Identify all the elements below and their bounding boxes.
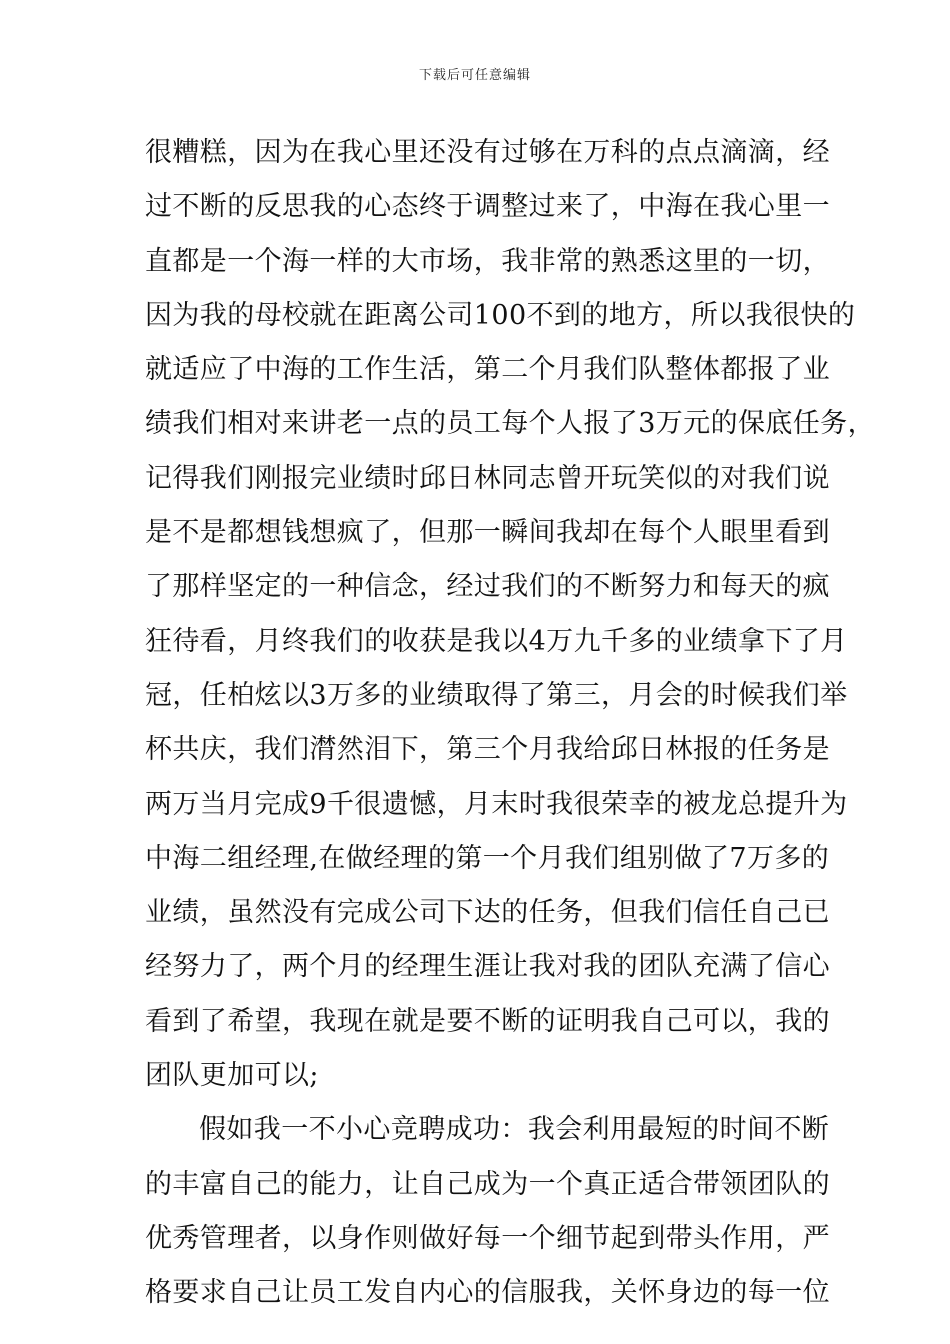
text-line: 优秀管理者，以身作则做好每一个细节起到带头作用，严 (145, 1222, 830, 1254)
text-line: 因为我的母校就在距离公司100不到的地方，所以我很快的 (145, 299, 856, 331)
text-line: 杯共庆，我们潸然泪下，第三个月我给邱日林报的任务是 (145, 734, 830, 766)
text-line: 经努力了，两个月的经理生涯让我对我的团队充满了信心 (145, 951, 830, 983)
text-line: 是不是都想钱想疯了，但那一瞬间我却在每个人眼里看到 (145, 517, 830, 549)
text-line: 冠，任柏炫以3万多的业绩取得了第三，月会的时候我们举 (145, 679, 848, 711)
text-line: 业绩，虽然没有完成公司下达的任务，但我们信任自己已 (145, 897, 830, 929)
text-line: 绩我们相对来讲老一点的员工每个人报了3万元的保底任务， (145, 408, 875, 440)
text-line: 了那样坚定的一种信念，经过我们的不断努力和每天的疯 (145, 571, 830, 603)
text-line: 两万当月完成9千很遗憾，月末时我很荣幸的被龙总提升为 (145, 788, 848, 820)
text-line: 就适应了中海的工作生活，第二个月我们队整体都报了业 (145, 354, 830, 386)
document-body (145, 126, 875, 1321)
text-line: 团队更加可以; (145, 1060, 319, 1092)
text-line: 格要求自己让员工发自内心的信服我，关怀身边的每一位 (145, 1277, 830, 1309)
text-line: 中海二组经理,在做经理的第一个月我们组别做了7万多的 (145, 842, 830, 874)
text-line: 看到了希望，我现在就是要不断的证明我自己可以，我的 (145, 1005, 830, 1037)
paragraph-first-line: 假如我一不小心竞聘成功：我会利用最短的时间不断 (199, 1114, 830, 1146)
text-line: 记得我们刚报完业绩时邱日林同志曾开玩笑似的对我们说 (145, 462, 830, 494)
text-line: 狂待看，月终我们的收获是我以4万九千多的业绩拿下了月 (145, 625, 848, 657)
text-line: 过不断的反思我的心态终于调整过来了，中海在我心里一 (145, 191, 830, 223)
text-line: 的丰富自己的能力，让自己成为一个真正适合带领团队的 (145, 1168, 830, 1200)
page-header: 下载后可任意编辑 (418, 68, 531, 83)
text-line: 直都是一个海一样的大市场，我非常的熟悉这里的一切， (145, 245, 830, 277)
text-line: 很糟糕，因为在我心里还没有过够在万科的点点滴滴，经 (145, 137, 830, 168)
